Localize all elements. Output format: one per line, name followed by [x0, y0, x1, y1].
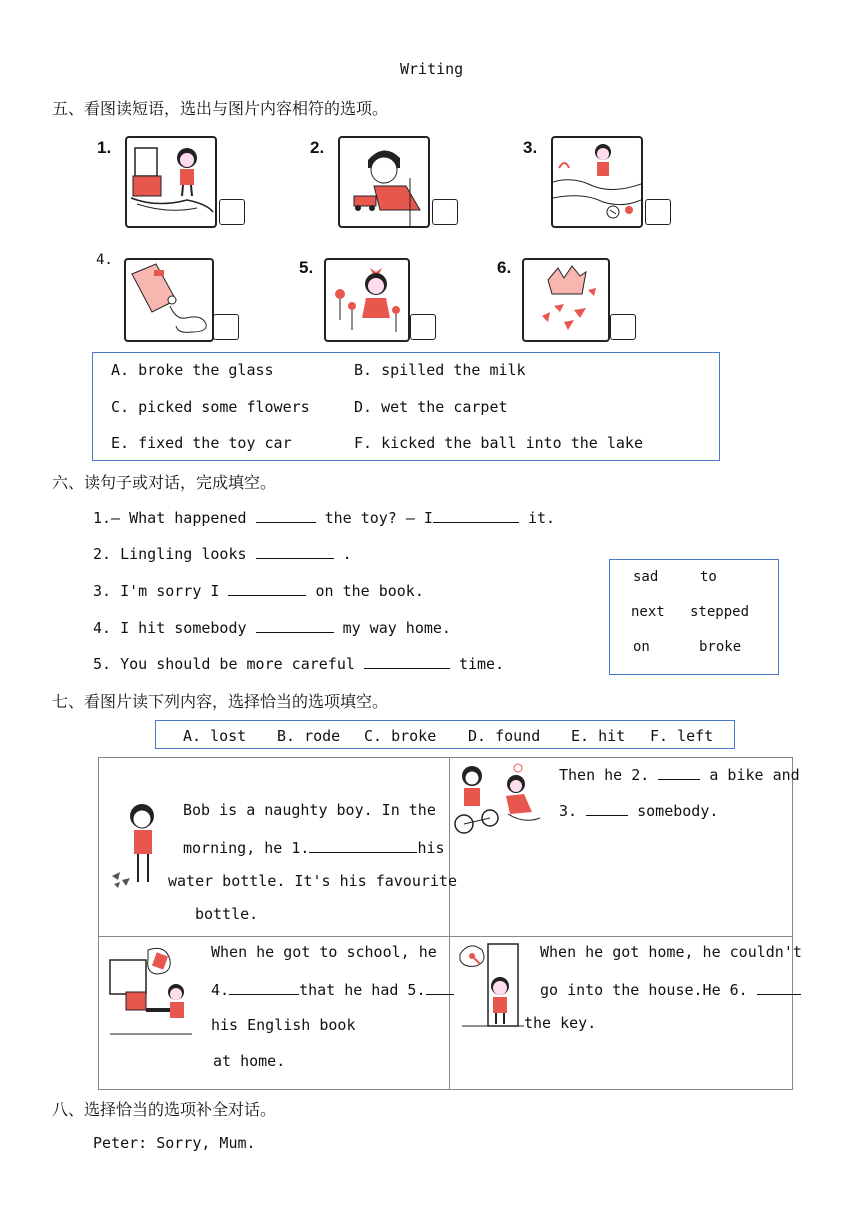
- dialogue-line: Peter: Sorry, Mum.: [93, 1134, 256, 1152]
- option-lost: A. lost: [183, 727, 247, 745]
- page-title: Writing: [400, 60, 464, 78]
- cell3-line4: at home.: [213, 1052, 286, 1070]
- option-found: D. found: [468, 727, 541, 745]
- sentence-text: .: [342, 545, 352, 563]
- boy-fixing-car-icon: [338, 136, 430, 228]
- picture-number: 5.: [299, 258, 314, 277]
- sentence-text: the toy? — I: [324, 509, 433, 527]
- cell2-line2: [559, 801, 718, 820]
- cell3-line2: [211, 980, 454, 999]
- cell1-line3: water bottle. It's his favourite: [168, 872, 457, 890]
- blank-input[interactable]: [256, 508, 316, 523]
- sentence-1: [93, 508, 555, 527]
- sentence-text: 4. I hit somebody: [93, 619, 247, 637]
- cell-text: Then he 2.: [559, 766, 650, 784]
- cell-text: go into the house.He 6.: [540, 981, 748, 999]
- answer-box-4[interactable]: [213, 314, 239, 340]
- spilled-milk-carton-icon: [124, 258, 214, 342]
- answer-box-3[interactable]: [645, 199, 671, 225]
- word-bank-word: broke: [699, 639, 742, 655]
- picture-number: 1.: [97, 138, 112, 157]
- option-b: B. spilled the milk: [354, 361, 526, 379]
- cell3-line1: When he got to school, he: [211, 943, 437, 961]
- blank-input[interactable]: [364, 654, 450, 669]
- blank-input[interactable]: [658, 765, 700, 780]
- sentence-5: [93, 654, 504, 673]
- boy-school-desk-icon: [106, 946, 196, 1042]
- option-f: F. kicked the ball into the lake: [354, 434, 643, 452]
- cell4-line1: When he got home, he couldn't: [540, 943, 802, 961]
- option-rode: B. rode: [277, 727, 341, 745]
- picture-number: 4.: [96, 252, 113, 268]
- boy-bike-hit-icon: [452, 762, 544, 846]
- section8-heading: 八、选择恰当的选项补全对话。: [52, 1100, 277, 1119]
- sentence-3: [93, 581, 424, 600]
- boy-locked-door-icon: [458, 942, 524, 1034]
- girl-picking-flowers-icon: [324, 258, 410, 342]
- blank-input[interactable]: [228, 581, 306, 596]
- blank-input[interactable]: [433, 508, 519, 523]
- sentence-text: it.: [528, 509, 556, 527]
- cell-text: his: [417, 839, 445, 857]
- option-a: A. broke the glass: [111, 361, 274, 379]
- blank-input[interactable]: [426, 980, 454, 995]
- blank-input[interactable]: [256, 618, 334, 633]
- sentence-text: 2. Lingling looks: [93, 545, 247, 563]
- cell-text: that he had 5.: [299, 981, 426, 999]
- boy-ball-lake-icon: [551, 136, 643, 228]
- section7-heading: 七、看图片读下列内容，选择恰当的选项填空。: [52, 692, 389, 711]
- section6-heading: 六、读句子或对话，完成填空。: [52, 473, 277, 492]
- sentence-4: [93, 618, 451, 637]
- blank-input[interactable]: [229, 980, 299, 995]
- cell-text: somebody.: [637, 802, 719, 820]
- word-bank-word: stepped: [690, 604, 750, 620]
- sentence-text: 5. You should be more careful: [93, 655, 355, 673]
- answer-box-6[interactable]: [610, 314, 636, 340]
- cell-text: 4.: [211, 981, 230, 999]
- boy-broken-bottle-icon: [108, 800, 163, 894]
- picture-number: 2.: [310, 138, 325, 157]
- option-left: F. left: [650, 727, 714, 745]
- cell4-line3: the key.: [524, 1014, 597, 1032]
- sentence-text: my way home.: [342, 619, 451, 637]
- cell-text: morning, he 1.: [183, 839, 310, 857]
- sentence-2: [93, 544, 352, 563]
- sentence-text: time.: [458, 655, 505, 673]
- cell1-line1: Bob is a naughty boy. In the: [183, 801, 436, 819]
- answer-box-5[interactable]: [410, 314, 436, 340]
- picture-number: 6.: [497, 258, 512, 277]
- section5-heading: 五、看图读短语，选出与图片内容相符的选项。: [52, 99, 389, 118]
- answer-box-2[interactable]: [432, 199, 458, 225]
- sentence-text: on the book.: [315, 582, 424, 600]
- option-d: D. wet the carpet: [354, 398, 508, 416]
- option-c: C. picked some flowers: [111, 398, 310, 416]
- blank-input[interactable]: [586, 801, 628, 816]
- cell-text: 3.: [559, 802, 578, 820]
- word-bank-word: next: [631, 604, 665, 620]
- cell-text: a bike and: [709, 766, 800, 784]
- blank-input[interactable]: [256, 544, 334, 559]
- cell1-line2: [183, 838, 445, 857]
- option-e: E. fixed the toy car: [111, 434, 292, 452]
- sentence-text: 3. I'm sorry I: [93, 582, 220, 600]
- tap-overflow-girl-icon: [125, 136, 217, 228]
- cell4-line2: [540, 980, 801, 999]
- word-bank-word: to: [700, 569, 717, 585]
- cell3-line3: his English book: [211, 1016, 356, 1034]
- broken-glass-icon: [522, 258, 610, 342]
- option-broke: C. broke: [364, 727, 437, 745]
- answer-box-1[interactable]: [219, 199, 245, 225]
- sentence-text: 1.— What happened: [93, 509, 247, 527]
- word-bank-word: sad: [633, 569, 659, 585]
- blank-input[interactable]: [757, 980, 801, 995]
- picture-number: 3.: [523, 138, 538, 157]
- word-bank-word: on: [633, 639, 650, 655]
- cell1-line4: bottle.: [195, 905, 259, 923]
- cell2-line1: [559, 765, 800, 784]
- blank-input[interactable]: [309, 838, 417, 853]
- option-hit: E. hit: [571, 727, 626, 745]
